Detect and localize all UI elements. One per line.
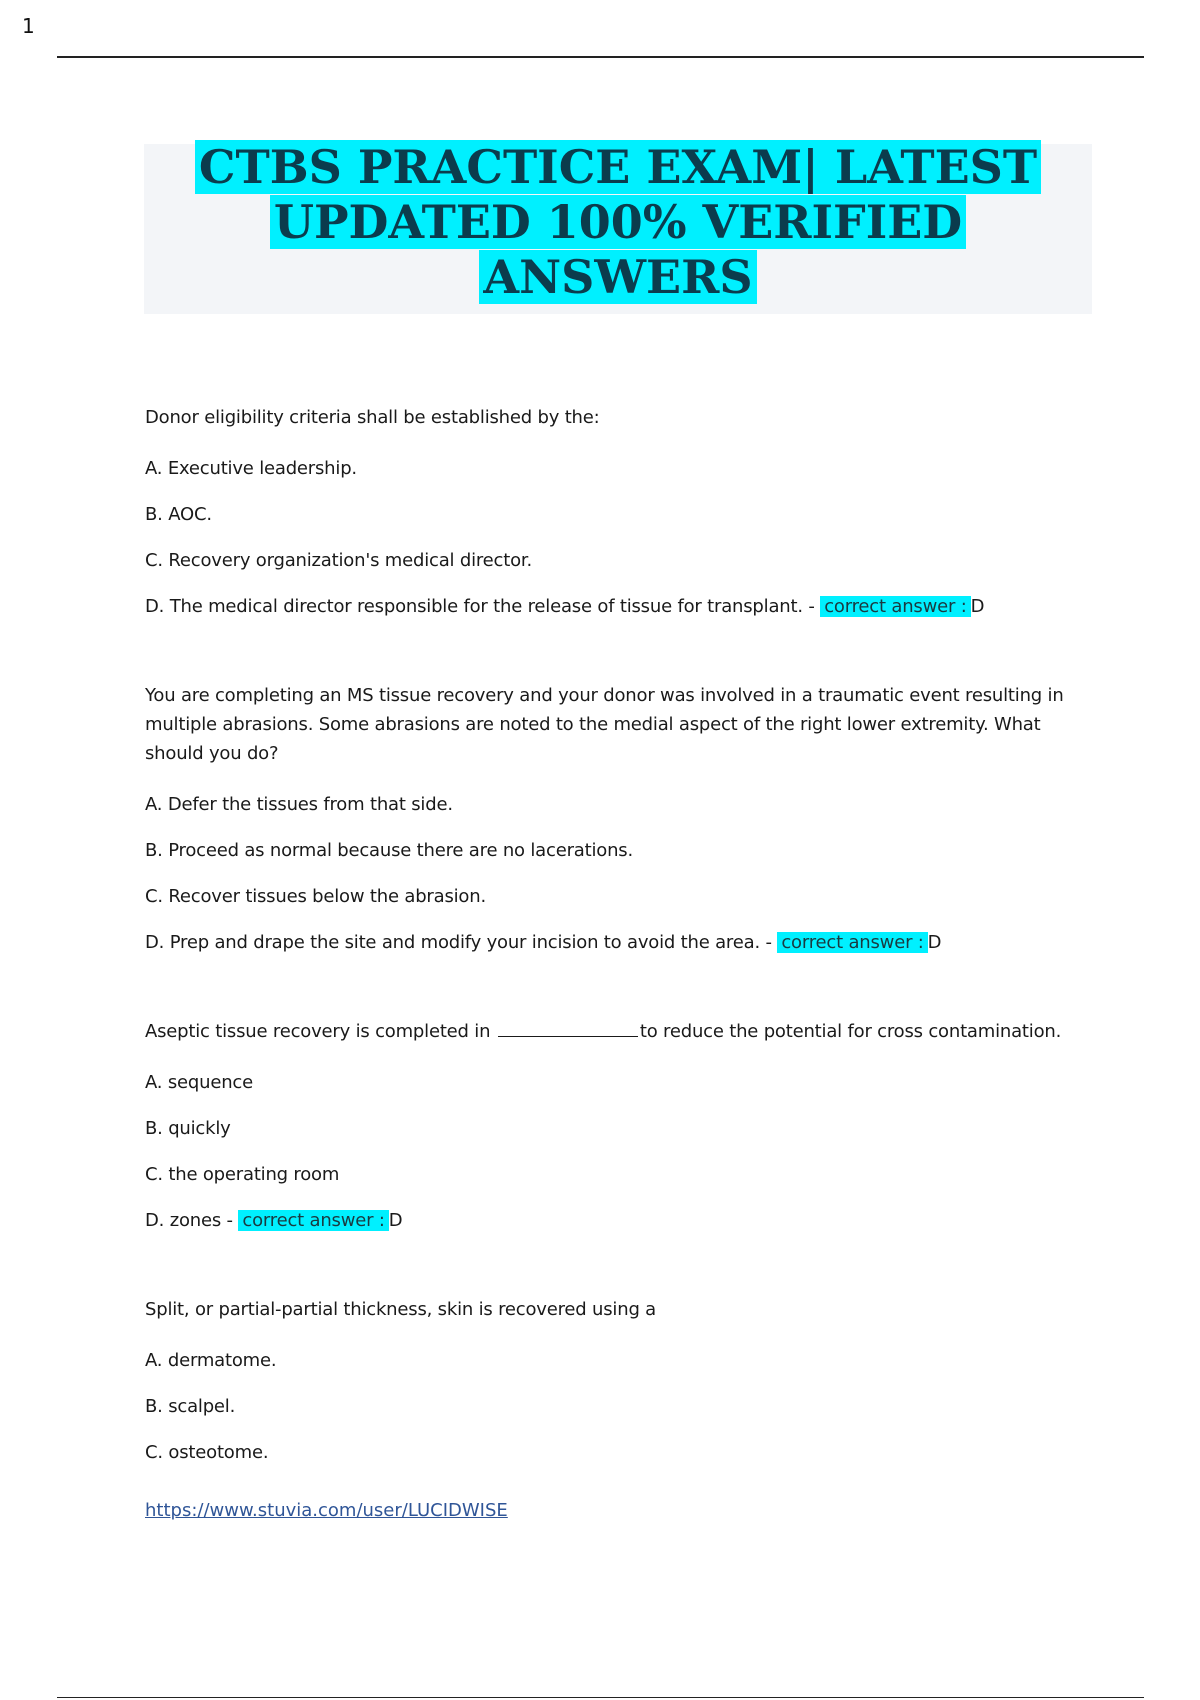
footer-rule — [57, 1697, 1144, 1698]
answer-option-d — [145, 928, 1095, 957]
document-title — [144, 140, 1092, 305]
footer-link[interactable]: https://www.stuvia.com/user/LUCIDWISE — [145, 1500, 508, 1521]
question-block-4 — [145, 1295, 1095, 1467]
option-text: D. Prep and drape the site and modify your incision to avoid the area. - — [145, 932, 772, 953]
title-line-3: ANSWERS — [479, 250, 756, 304]
answer-option-d — [145, 592, 1095, 621]
option-text: D. zones - — [145, 1210, 233, 1231]
answer-option-c: C. Recover tissues below the abrasion. — [145, 886, 486, 907]
answer-option-a: A. Defer the tissues from that side. — [145, 794, 453, 815]
question-block-3 — [145, 1017, 1095, 1235]
answer-option-b: B. quickly — [145, 1118, 231, 1139]
prompt-after-blank: to reduce the potential for cross contamination. — [639, 1021, 1062, 1042]
correct-answer-value: D — [970, 596, 985, 617]
correct-answer-value: D — [388, 1210, 403, 1231]
question-block-1 — [145, 403, 1095, 621]
header-rule — [57, 56, 1144, 58]
answer-option-c: C. Recovery organization's medical director. — [145, 550, 532, 571]
answer-option-a: A. dermatome. — [145, 1350, 277, 1371]
question-prompt — [145, 1017, 1095, 1046]
question-prompt: Donor eligibility criteria shall be established by the: — [145, 407, 600, 428]
title-line-1: CTBS PRACTICE EXAM| LATEST — [195, 140, 1041, 194]
answer-option-b: B. AOC. — [145, 504, 212, 525]
fill-in-blank — [498, 1018, 638, 1037]
correct-answer-label: correct answer : — [820, 596, 970, 617]
option-text: D. The medical director responsible for the release of tissue for transplant. - — [145, 596, 815, 617]
answer-option-c: C. osteotome. — [145, 1442, 269, 1463]
question-prompt: You are completing an MS tissue recovery and your donor was involved in a traumatic event resulting in multiple abrasions. Some abrasions are noted to the medial aspect of the right lower extremity. What should you do? — [145, 685, 1064, 764]
answer-option-c: C. the operating room — [145, 1164, 340, 1185]
question-prompt: Split, or partial-partial thickness, skin is recovered using a — [145, 1299, 657, 1320]
answer-option-a: A. sequence — [145, 1072, 253, 1093]
answer-option-b: B. scalpel. — [145, 1396, 236, 1417]
correct-answer-label: correct answer : — [238, 1210, 388, 1231]
prompt-before-blank: Aseptic tissue recovery is completed in — [145, 1021, 491, 1042]
question-block-2 — [145, 681, 1095, 957]
page-number: 1 — [22, 14, 35, 38]
question-list — [145, 403, 1095, 1527]
answer-option-d — [145, 1206, 1095, 1235]
correct-answer-value: D — [927, 932, 942, 953]
answer-option-b: B. Proceed as normal because there are no lacerations. — [145, 840, 633, 861]
answer-option-a: A. Executive leadership. — [145, 458, 357, 479]
correct-answer-label: correct answer : — [777, 932, 927, 953]
title-line-2: UPDATED 100% VERIFIED — [270, 195, 966, 249]
